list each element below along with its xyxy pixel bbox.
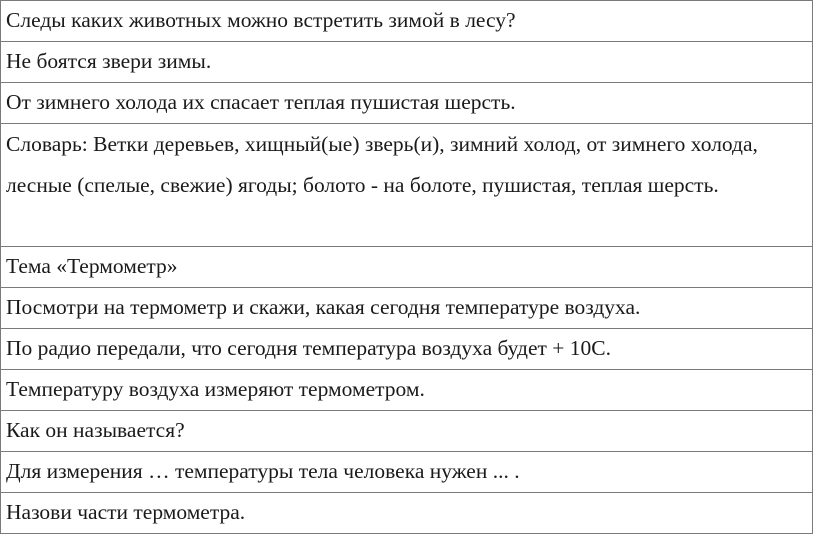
table-row: Как он называется? xyxy=(1,411,812,452)
table-row: Не боятся звери зимы. xyxy=(1,42,812,83)
table-row: От зимнего холода их спасает теплая пушистая шерсть. xyxy=(1,83,812,124)
table-row: Температуру воздуха измеряют термометром. xyxy=(1,370,812,411)
table-row: По радио передали, что сегодня температура воздуха будет + 10С. xyxy=(1,329,812,370)
table-row: Для измерения … температуры тела человека нужен ... . xyxy=(1,452,812,493)
table-row: Назови части термометра. xyxy=(1,493,812,534)
table-row-topic: Тема «Термометр» xyxy=(1,247,812,288)
table-row: Следы каких животных можно встретить зимой в лесу? xyxy=(1,1,812,42)
table-row-vocabulary: Словарь: Ветки деревьев, хищный(ые) зверь(и), зимний холод, от зимнего холода, лесные (спелые, свежие) ягоды; болото - на болоте, пушистая, теплая шерсть. xyxy=(1,124,812,247)
table-row: Посмотри на термометр и скажи, какая сегодня температуре воздуха. xyxy=(1,288,812,329)
